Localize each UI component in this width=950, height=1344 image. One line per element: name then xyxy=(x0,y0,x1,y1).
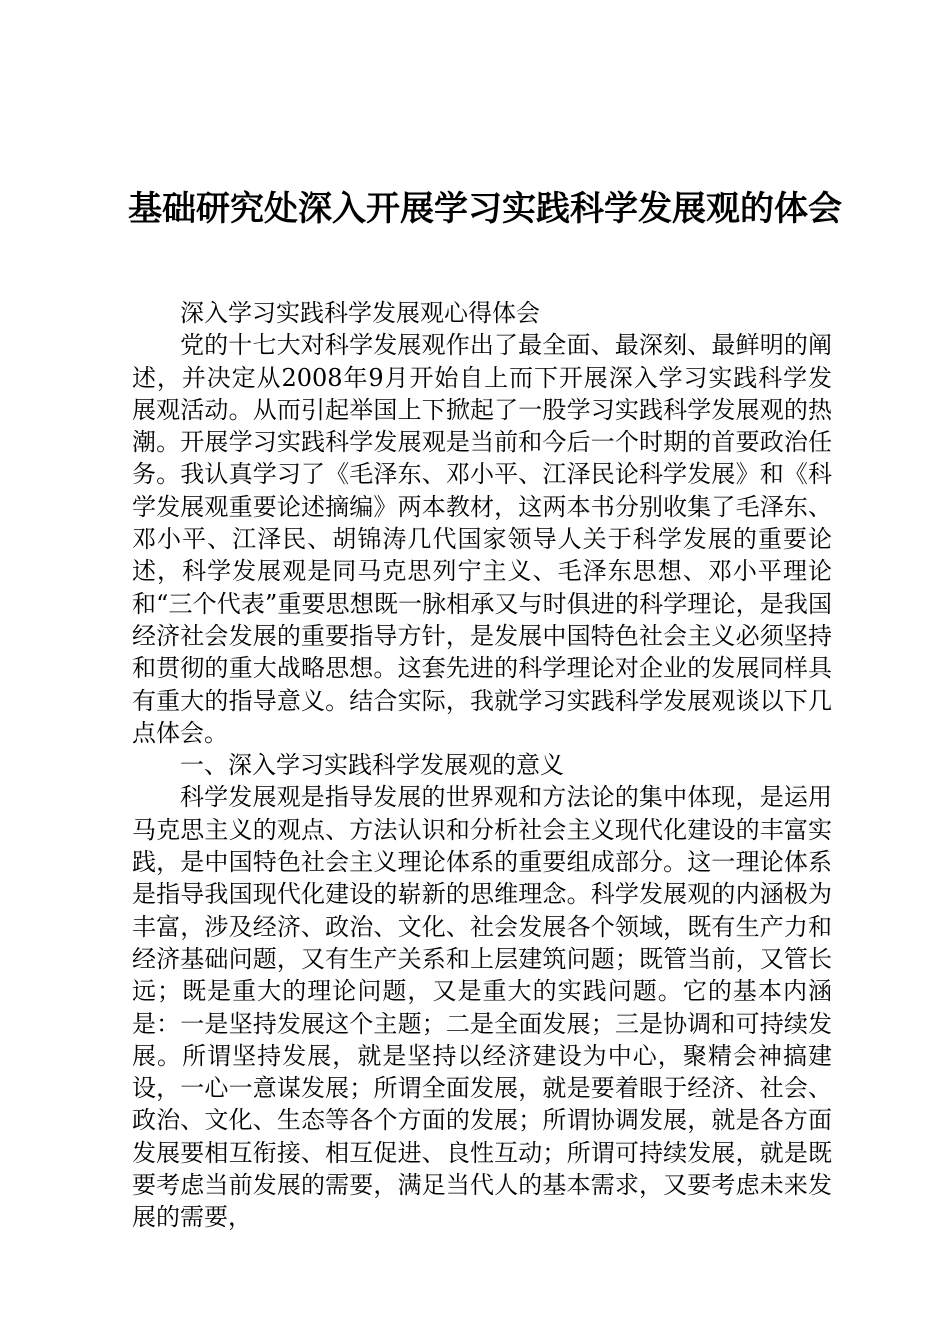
document-title: 基础研究处深入开展学习实践科学发展观的体会 xyxy=(128,189,842,229)
document-body xyxy=(132,297,832,1234)
paragraph-section-body: 科学发展观是指导发展的世界观和方法论的集中体现，是运用马克思主义的观点、方法认识和分析社会主义现代化建设的丰富实践，是中国特色社会主义理论体系的重要组成部分。这一理论体系是指导我国现代化建设的崭新的思维理念。科学发展观的内涵极为丰富，涉及经济、政治、文化、社会发展各个领域，既有生产力和经济基础问题，又有生产关系和上层建筑问题；既管当前，又管长远；既是重大的理论问题，又是重大的实践问题。它的基本内涵是：一是坚持发展这个主题；二是全面发展；三是协调和可持续发展。所谓坚持发展，就是坚持以经济建设为中心，聚精会神搞建设，一心一意谋发展；所谓全面发展，就是要着眼于经济、社会、政治、文化、生态等各个方面的发展；所谓协调发展，就是各方面发展要相互衔接、相互促进、良性互动；所谓可持续发展，就是既要考虑当前发展的需要，满足当代人的基本需求，又要考虑未来发展的需要， xyxy=(132,783,832,1232)
paragraph-intro: 党的十七大对科学发展观作出了最全面、最深刻、最鲜明的阐述，并决定从2008年9月开始自上而下开展深入学习实践科学发展观活动。从而引起举国上下掀起了一股学习实践科学发展观的热潮。开展学习实践科学发展观是当前和今后一个时期的首要政治任务。我认真学习了《毛泽东、邓小平、江泽民论科学发展》和《科学发展观重要论述摘编》两本教材，这两本书分别收集了毛泽东、邓小平、江泽民、胡锦涛几代国家领导人关于科学发展的重要论述，科学发展观是同马克思列宁主义、毛泽东思想、邓小平理论和“三个代表”重要思想既一脉相承又与时俱进的科学理论，是我国经济社会发展的重要指导方针，是发展中国特色社会主义必须坚持和贯彻的重大战略思想。这套先进的科学理论对企业的发展同样具有重大的指导意义。结合实际，我就学习实践科学发展观谈以下几点体会。 xyxy=(132,331,832,747)
paragraph-subtitle: 深入学习实践科学发展观心得体会 xyxy=(180,299,540,327)
paragraph-section-heading: 一、深入学习实践科学发展观的意义 xyxy=(180,751,564,780)
